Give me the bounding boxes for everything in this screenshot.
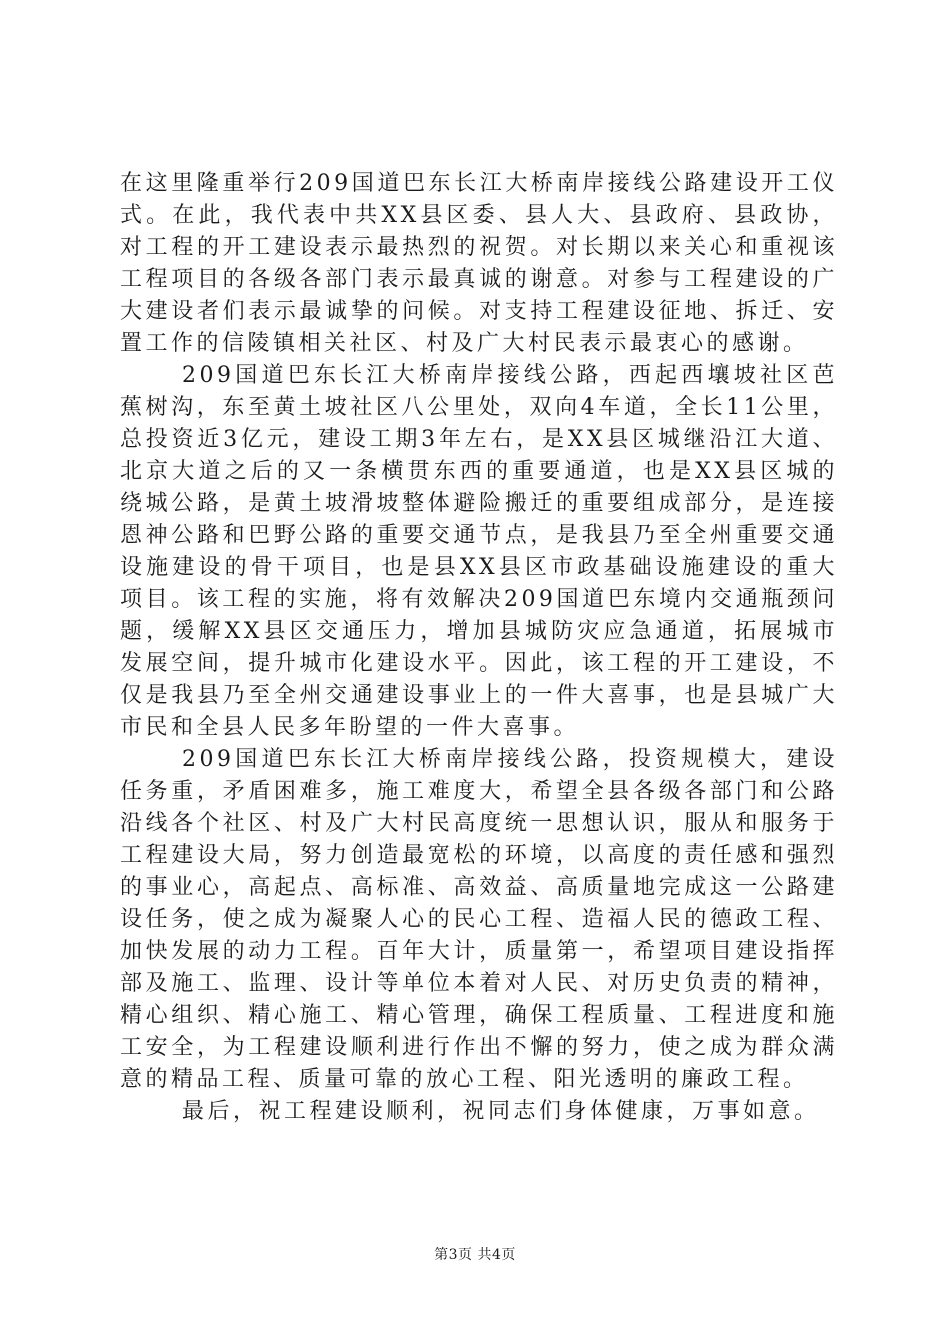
page-number-footer: 第3页 共4页: [434, 1247, 516, 1263]
paragraph-3: 209国道巴东长江大桥南岸接线公路，投资规模大，建设任务重，矛盾困难多，施工难度大，希望全县各级各部门和公路沿线各个社区、村及广大村民高度统一思想认识，服从和服务于工程建设大局，努力创造最宽松的环境，以高度的责任感和强烈的事业心，高起点、高标准、高效益、高质量地完成这一公路建设任务，使之成为凝聚人心的民心工程、造福人民的德政工程、加快发展的动力工程。百年大计，质量第一，希望项目建设指挥部及施工、监理、设计等单位本着对人民、对历史负责的精神，精心组织、精心施工、精心管理，确保工程质量、工程进度和施工安全，为工程建设顺利进行作出不懈的努力，使之成为群众满意的精品工程、质量可靠的放心工程、阳光透明的廉政工程。: [120, 747, 838, 1092]
paragraph-1: 在这里隆重举行209国道巴东长江大桥南岸接线公路建设开工仪式。在此，我代表中共XX县区委、县人大、县政府、县政协，对工程的开工建设表示最热烈的祝贺。对长期以来关心和重视该工程项目的各级各部门表示最真诚的谢意。对参与工程建设的广大建设者们表示最诚挚的问候。对支持工程建设征地、拆迁、安置工作的信陵镇相关社区、村及广大村民表示最衷心的感谢。: [120, 171, 838, 356]
paragraph-4: 最后，祝工程建设顺利，祝同志们身体健康，万事如意。: [182, 1099, 820, 1124]
document-body: [120, 168, 838, 1128]
paragraph-2: 209国道巴东长江大桥南岸接线公路，西起西壤坡社区芭蕉树沟，东至黄土坡社区八公里处，双向4车道，全长11公里，总投资近3亿元，建设工期3年左右，是XX县区城继沿江大道、北京大道之后的又一条横贯东西的重要通道，也是XX县区城的绕城公路，是黄土坡滑坡整体避险搬迁的重要组成部分，是连接恩神公路和巴野公路的重要交通节点，是我县乃至全州重要交通设施建设的骨干项目，也是县XX县区市政基础设施建设的重大项目。该工程的实施，将有效解决209国道巴东境内交通瓶颈问题，缓解XX县区交通压力，增加县城防灾应急通道，拓展城市发展空间，提升城市化建设水平。因此，该工程的开工建设，不仅是我县乃至全州交通建设事业上的一件大喜事，也是县城广大市民和全县人民多年盼望的一件大喜事。: [120, 363, 838, 740]
